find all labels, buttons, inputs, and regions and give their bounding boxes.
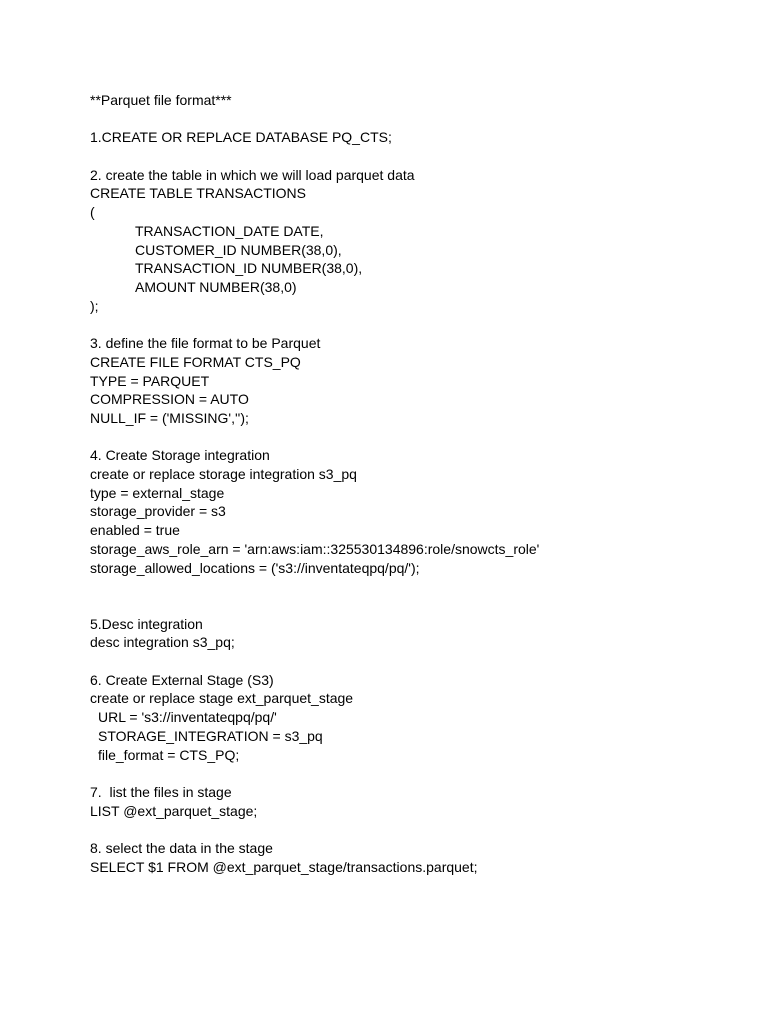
step-5-heading: 5.Desc integration — [90, 615, 203, 632]
blank-line — [90, 315, 740, 334]
enabled-line: enabled = true — [90, 522, 180, 539]
list-stage-line: LIST @ext_parquet_stage; — [90, 802, 258, 819]
blank-line — [90, 110, 740, 129]
select-stage-line: SELECT $1 FROM @ext_parquet_stage/transactions.parquet; — [90, 858, 478, 875]
blank-line — [90, 428, 740, 447]
compression-line: COMPRESSION = AUTO — [90, 391, 249, 408]
create-file-format-line: CREATE FILE FORMAT CTS_PQ — [90, 353, 301, 370]
allowed-locations-line: storage_allowed_locations = ('s3://inventateqpq/pq/'); — [90, 559, 420, 576]
create-integration-line: create or replace storage integration s3_pq — [90, 466, 357, 482]
url-line: URL = 's3://inventateqpq/pq/' — [98, 709, 277, 726]
create-stage-line: create or replace stage ext_parquet_stage — [90, 690, 354, 707]
blank-line — [90, 652, 740, 671]
null-if-line: NULL_IF = ('MISSING',''); — [90, 409, 249, 426]
blank-line — [90, 147, 740, 166]
step-1-sql: 1.CREATE OR REPLACE DATABASE PQ_CTS; — [90, 129, 392, 146]
column-transaction-id: TRANSACTION_ID NUMBER(38,0), — [135, 260, 363, 277]
open-paren-line: ( — [90, 204, 95, 221]
role-arn-line: storage_aws_role_arn = 'arn:aws:iam::325530134896:role/snowcts_role' — [90, 540, 540, 557]
step-8-heading: 8. select the data in the stage — [90, 839, 273, 856]
blank-line — [90, 764, 740, 783]
column-amount: AMOUNT NUMBER(38,0) — [135, 279, 297, 295]
type-line: TYPE = PARQUET — [90, 372, 210, 389]
document-body — [90, 91, 740, 876]
step-6-heading: 6. Create External Stage (S3) — [90, 671, 274, 688]
step-7-heading: 7. list the files in stage — [90, 783, 232, 800]
storage-integration-line: STORAGE_INTEGRATION = s3_pq — [98, 727, 323, 744]
column-transaction-date: TRANSACTION_DATE DATE, — [135, 222, 324, 239]
document-title: **Parquet file format*** — [90, 92, 232, 108]
blank-line — [90, 596, 740, 615]
integration-type-line: type = external_stage — [90, 484, 225, 501]
file-format-line: file_format = CTS_PQ; — [98, 746, 240, 763]
column-customer-id: CUSTOMER_ID NUMBER(38,0), — [135, 241, 342, 258]
step-2-heading: 2. create the table in which we will load parquet data — [90, 166, 415, 183]
storage-provider-line: storage_provider = s3 — [90, 503, 226, 520]
create-table-line: CREATE TABLE TRANSACTIONS — [90, 185, 307, 202]
step-4-heading: 4. Create Storage integration — [90, 447, 270, 464]
close-paren-line: ); — [90, 297, 99, 314]
blank-line — [90, 577, 740, 596]
blank-line — [90, 820, 740, 839]
step-3-heading: 3. define the file format to be Parquet — [90, 335, 321, 352]
desc-integration-line: desc integration s3_pq; — [90, 634, 235, 651]
